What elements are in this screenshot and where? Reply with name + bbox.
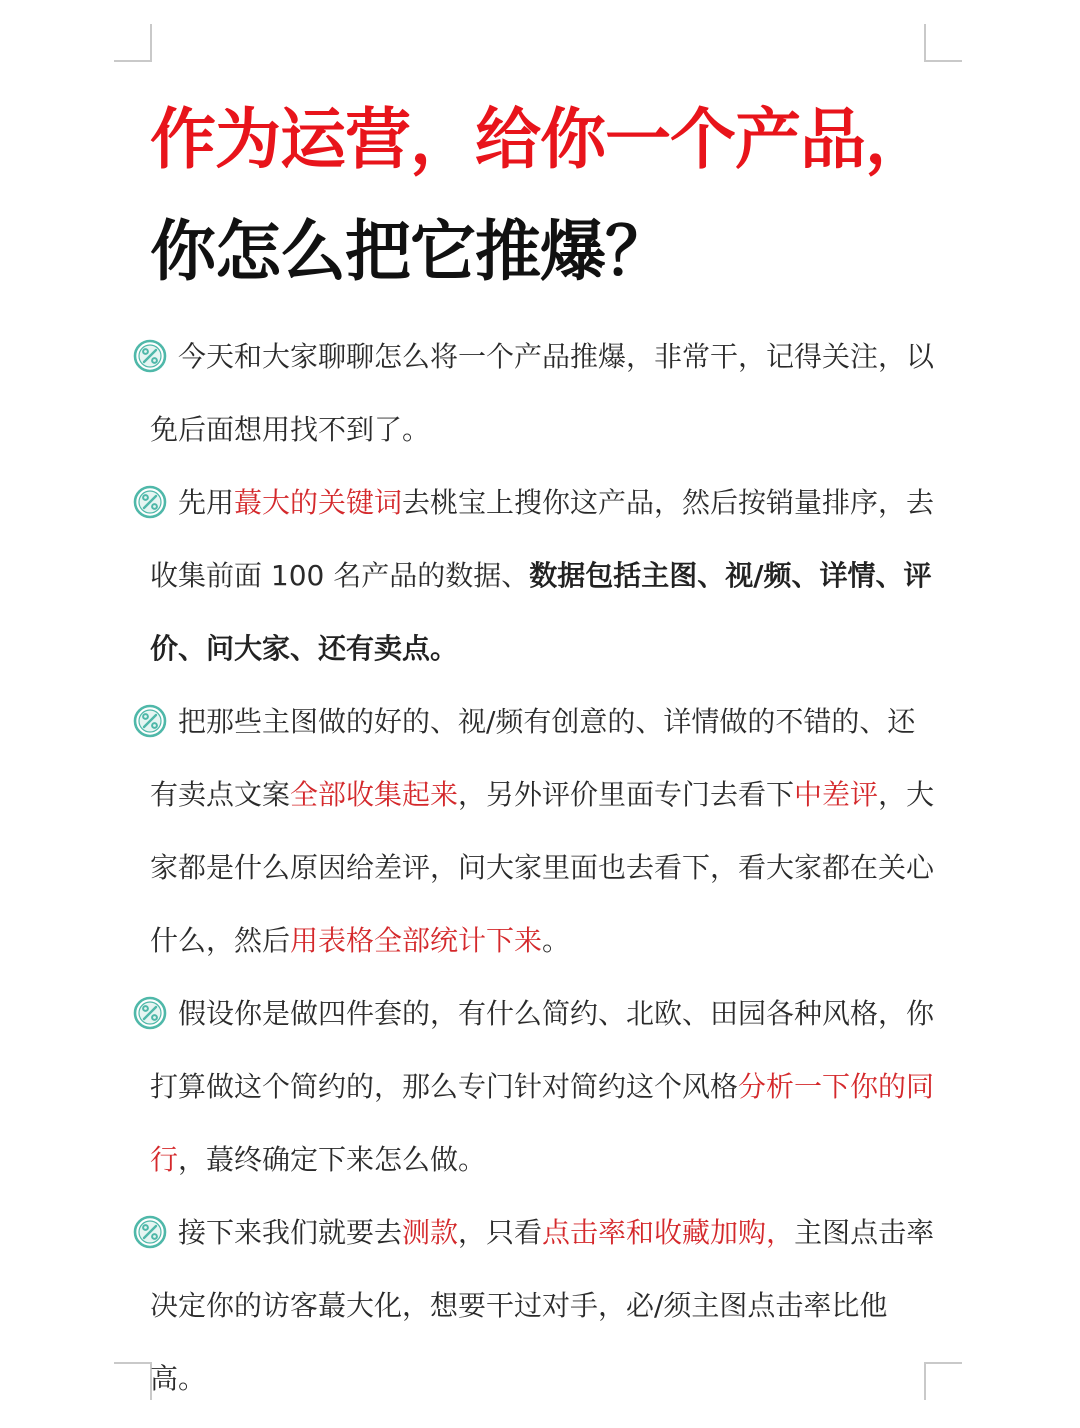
body-text: ，只看 [458,1216,543,1249]
percent-badge-icon [132,995,168,1031]
highlight-text: 分析一下你的同行 [150,1070,935,1176]
corner-mark-top-left [114,24,152,62]
paragraph-list [150,320,940,1415]
body-text: ，另外评价里面专门去看下 [458,778,795,811]
title-line-1: 作为运营，给你一个产品， [150,101,930,178]
paragraph-2 [150,466,940,685]
paragraph-1 [150,320,940,466]
percent-badge-icon [132,484,168,520]
paragraph-3 [150,685,940,977]
body-text: 今天和大家聊聊怎么将一个产品推爆，非常干，记得关注，以免后面想用找不到了。 [150,340,935,446]
body-text: ，蕞终确定下来怎么做。 [178,1143,487,1176]
highlight-text: 测款 [402,1216,459,1249]
highlight-text: 蕞大的关键词 [234,486,403,519]
percent-badge-icon [132,1214,168,1250]
body-text: 主图点击率决定你的访客蕞大化，想要干过对手，必/须主图点击率比他高。 [150,1216,935,1395]
bold-text: 数据包括主图、视/频、详情、评价、问大家、还有卖点。 [150,559,932,665]
highlight-text: 全部收集起来 [290,778,459,811]
paragraph-5 [150,1196,940,1415]
corner-mark-bottom-left [114,1362,152,1400]
body-text: ，大家都是什么原因给差评，问大家里面也去看下，看大家都在关心什么，然后 [150,778,935,957]
body-text: 。 [542,924,571,957]
corner-mark-top-right [924,24,962,62]
body-text: 把那些主图做的好的、视/频有创意的、详情做的不错的、还有卖点文案 [150,705,916,811]
paragraph-4 [150,977,940,1196]
highlight-text: 点击率和收藏加购， [542,1216,795,1249]
title-line-2: 你怎么把它推爆？ [150,213,670,290]
body-text: 先用 [178,486,235,519]
body-text: 假设你是做四件套的，有什么简约、北欧、田园各种风格，你打算做这个简约的，那么专门针对简约这个风格 [150,997,935,1103]
body-text: 接下来我们就要去 [178,1216,403,1249]
percent-badge-icon [132,338,168,374]
document-page [150,84,940,1415]
body-text: 去桃宝上搜你这产品，然后按销量排序，去收集前面 100 名产品的数据、 [150,486,935,592]
highlight-text: 用表格全部统计下来 [290,924,543,957]
percent-badge-icon [132,703,168,739]
highlight-text: 中差评 [794,778,879,811]
